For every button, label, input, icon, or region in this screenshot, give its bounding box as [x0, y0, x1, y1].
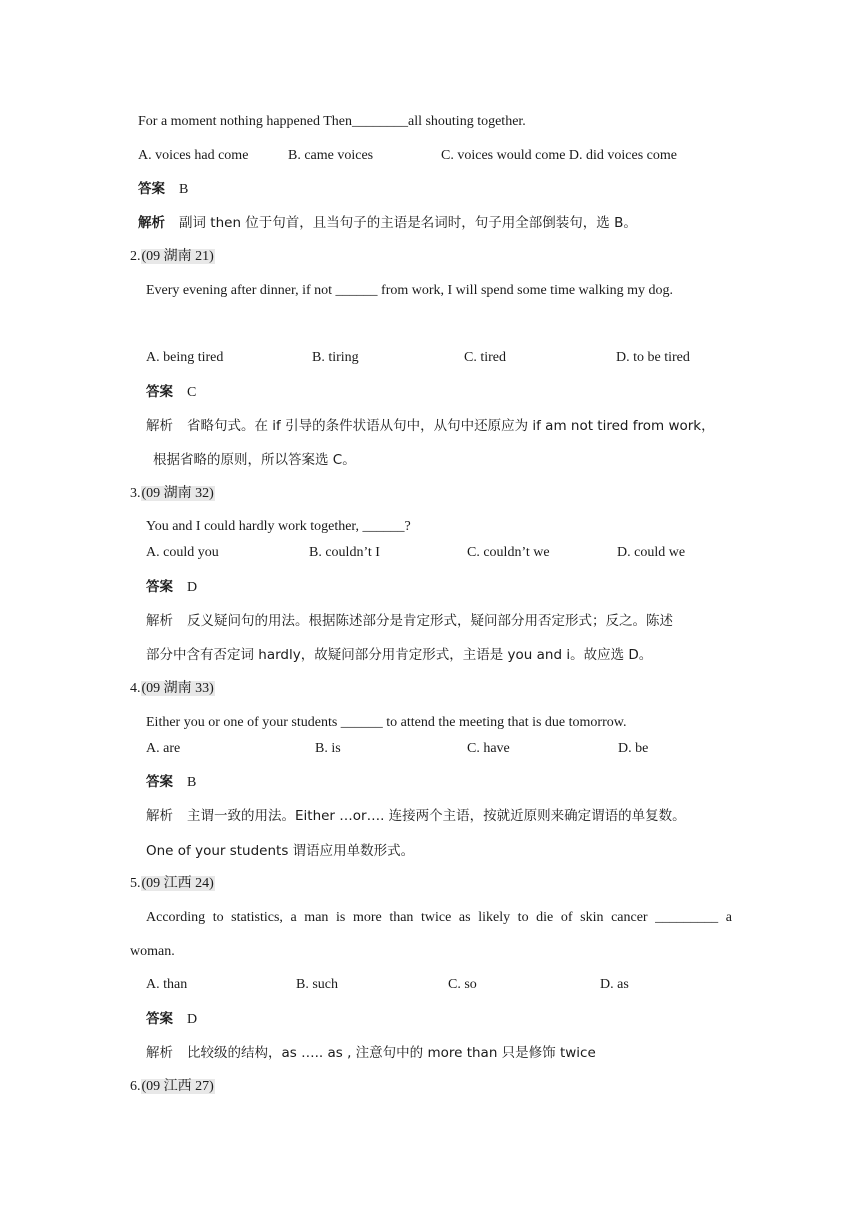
- q4-option-a: A. are: [146, 741, 181, 756]
- q2-analysis-2: 根据省略的原则，所以答案选 C。: [153, 452, 356, 468]
- q1-analysis: 副词 then 位于句首，且当句子的主语是名词时，句子用全部倒装句，选 B。: [179, 215, 637, 231]
- q2-header: [130, 248, 215, 266]
- q5-option-b: B. such: [296, 977, 338, 992]
- q5-number: 5.: [130, 876, 141, 891]
- answer-label: 答案: [146, 774, 173, 790]
- analysis-label: 解析: [146, 808, 173, 824]
- q6-number: 6.: [130, 1079, 141, 1094]
- q1-analysis-line: [138, 214, 637, 233]
- q6-source: (09 江西 27): [141, 1079, 214, 1094]
- q3-stem: You and I could hardly work together, ______?: [146, 519, 411, 534]
- q3-analysis-1: 反义疑问句的用法。根据陈述部分是肯定形式，疑问部分用否定形式；反之。陈述: [187, 613, 673, 629]
- q4-header: [130, 680, 215, 698]
- q3-answer: D: [187, 580, 198, 595]
- q2-stem: Every evening after dinner, if not ______ from work, I will spend some time walking my dog.: [146, 283, 674, 298]
- q2-answer-line: [146, 383, 196, 402]
- q2-option-d: D. to be tired: [616, 350, 690, 365]
- q6-header: [130, 1078, 215, 1096]
- q4-analysis-1: 主谓一致的用法。Either …or…. 连接两个主语，按就近原则来确定谓语的单复数。: [187, 808, 686, 824]
- answer-label: 答案: [138, 181, 165, 197]
- q3-option-a: A. could you: [146, 545, 219, 560]
- q4-analysis-line-1: [146, 807, 686, 826]
- q4-analysis-2: One of your students 谓语应用单数形式。: [146, 843, 415, 859]
- answer-label: 答案: [146, 1011, 173, 1027]
- q1-answer-line: [138, 180, 188, 199]
- q5-analysis-line: [146, 1044, 596, 1063]
- q3-source: (09 湖南 32): [141, 486, 214, 501]
- q4-option-d: D. be: [618, 741, 649, 756]
- q2-option-a: A. being tired: [146, 350, 224, 365]
- q4-answer: B: [187, 775, 197, 790]
- q3-option-b: B. couldn’t I: [309, 545, 380, 560]
- analysis-label: 解析: [146, 1045, 173, 1061]
- q2-number: 2.: [130, 249, 141, 264]
- q5-answer: D: [187, 1012, 198, 1027]
- q2-option-c: C. tired: [464, 350, 506, 365]
- q3-option-c: C. couldn’t we: [467, 545, 550, 560]
- answer-label: 答案: [146, 384, 173, 400]
- q5-option-a: A. than: [146, 977, 188, 992]
- q1-option-c-d: C. voices would come D. did voices come: [441, 148, 678, 163]
- q4-source: (09 湖南 33): [141, 681, 214, 696]
- q5-answer-line: [146, 1010, 197, 1029]
- analysis-label: 解析: [138, 215, 165, 231]
- q2-answer: C: [187, 385, 197, 400]
- q1-option-a: A. voices had come: [138, 148, 249, 163]
- answer-label: 答案: [146, 579, 173, 595]
- q5-option-d: D. as: [600, 977, 629, 992]
- q2-source: (09 湖南 21): [141, 249, 214, 264]
- q2-option-b: B. tiring: [312, 350, 359, 365]
- q4-option-c: C. have: [467, 741, 510, 756]
- q3-option-d: D. could we: [617, 545, 686, 560]
- q3-answer-line: [146, 578, 197, 597]
- q2-analysis-1: 省略句式。在 if 引导的条件状语从句中，从句中还原应为 if am not tired from work，: [187, 418, 715, 434]
- q4-answer-line: [146, 773, 196, 792]
- q5-source: (09 江西 24): [141, 876, 214, 891]
- q5-option-c: C. so: [448, 977, 477, 992]
- q3-analysis-2: 部分中含有否定词 hardly，故疑问部分用肯定形式，主语是 you and i。故应选 D。: [146, 647, 653, 663]
- q3-header: [130, 485, 215, 503]
- analysis-label: 解析: [146, 418, 173, 434]
- q1-stem: For a moment nothing happened Then________all shouting together.: [138, 114, 526, 129]
- q4-number: 4.: [130, 681, 141, 696]
- q5-header: [130, 875, 215, 893]
- q4-stem: Either you or one of your students ______ to attend the meeting that is due tomorrow.: [146, 715, 627, 730]
- analysis-label: 解析: [146, 613, 173, 629]
- q5-stem-1: According to statistics, a man is more than twice as likely to die of skin cancer _________ a: [146, 910, 732, 925]
- q1-option-b: B. came voices: [288, 148, 374, 163]
- q4-option-b: B. is: [315, 741, 341, 756]
- q2-analysis-line-1: [146, 417, 715, 436]
- q3-number: 3.: [130, 486, 141, 501]
- q5-analysis: 比较级的结构，as ….. as , 注意句中的 more than 只是修饰 twice: [187, 1045, 596, 1061]
- q3-analysis-line-1: [146, 612, 673, 631]
- q1-answer: B: [179, 182, 189, 197]
- q5-stem-2: woman.: [130, 944, 175, 959]
